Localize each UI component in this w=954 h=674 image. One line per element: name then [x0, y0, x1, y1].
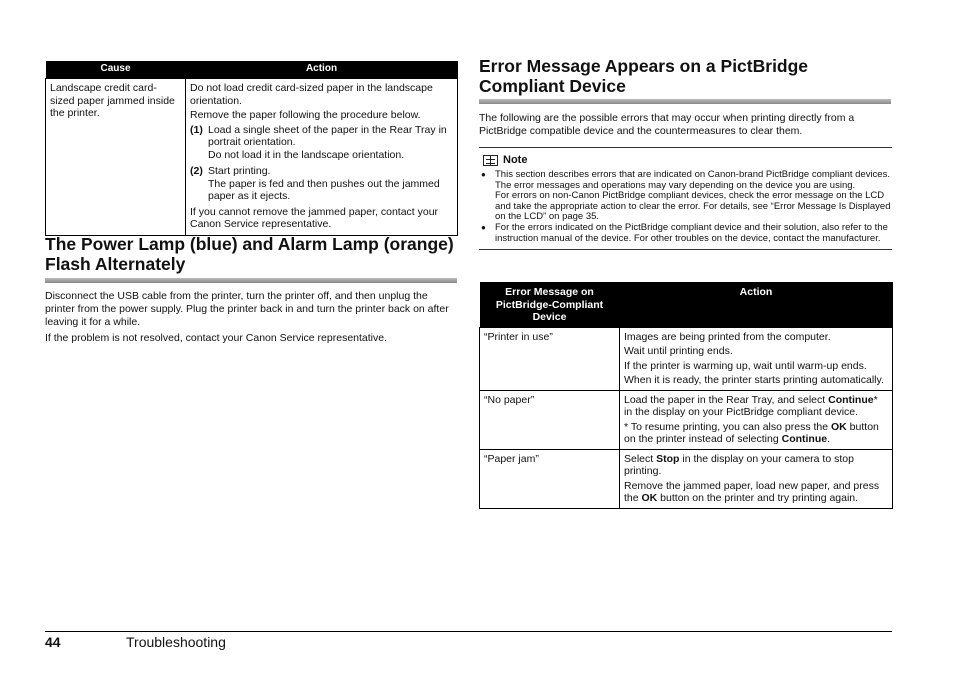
note-text: For errors on non-Canon PictBridge compliant devices, check the error message on the LCD and take the appropriate action to clear the error. For details, see “Error Message Is Displayed on the LCD” on page 35. [495, 190, 891, 223]
error-message-cell: “Printer in use” [480, 327, 620, 390]
step-text: Load a single sheet of the paper in the Rear Tray in portrait orientation. [208, 123, 447, 148]
note-icon [483, 155, 498, 166]
step-number: (1) [190, 123, 203, 136]
action-text: Select Stop in the display on your camera to stop printing. [624, 452, 854, 477]
action-text: Images are being printed from the computer. [624, 330, 831, 343]
error-message-cell: “Paper jam” [480, 449, 620, 508]
heading-rule [479, 99, 891, 104]
table-header-row [46, 61, 458, 79]
action-text: If you cannot remove the jammed paper, contact your Canon Service representative. [190, 205, 439, 230]
table-header-row [480, 282, 893, 327]
error-message-table [479, 282, 893, 509]
step-text: The paper is fed and then pushes out the jammed paper as it ejects. [208, 177, 440, 202]
error-message-cell: “No paper” [480, 390, 620, 449]
action-text: Load the paper in the Rear Tray, and select Continue* in the display on your PictBridge compliant device. [624, 393, 878, 418]
heading-rule [45, 278, 457, 283]
bullet-icon: ● [481, 170, 486, 179]
action-text: Remove the paper following the procedure below. [190, 109, 421, 121]
page-number: 44 [45, 634, 61, 650]
step-2 [190, 165, 453, 203]
section-body [45, 290, 460, 345]
action-text: Wait until printing ends. [624, 345, 733, 357]
table-row [480, 449, 893, 508]
table-row [480, 390, 893, 449]
action-cell [620, 327, 893, 390]
action-text: If the printer is warming up, wait until warm-up ends. [624, 359, 867, 372]
footer-section-name: Troubleshooting [126, 634, 226, 650]
column-header-error-message: Error Message on PictBridge-Compliant Device [480, 282, 620, 327]
step-text: Do not load it in the landscape orientation. [208, 148, 405, 161]
action-text: * To resume printing, you can also press the OK button on the printer instead of selecting Continue. [624, 420, 879, 445]
column-header-cause: Cause [46, 61, 186, 79]
step-1 [190, 124, 453, 162]
cause-action-table [45, 61, 458, 236]
note-text: For the errors indicated on the PictBridge compliant device and their solution, also refer to the instruction manual of the device. For other troubles on the device, contact the manufacturer. [495, 221, 888, 244]
action-cell [186, 79, 458, 236]
footer-rule [45, 631, 892, 632]
section-intro: The following are the possible errors that may occur when printing directly from a PictBridge compatible device and the countermeasures to clear them. [479, 112, 855, 137]
action-text: When it is ready, the printer starts printing automatically. [624, 374, 884, 386]
action-cell [620, 390, 893, 449]
column-header-action: Action [620, 282, 893, 327]
table-row [46, 79, 458, 236]
column-header-action: Action [186, 61, 458, 79]
table-row [480, 327, 893, 390]
cause-cell: Landscape credit card-sized paper jammed inside the printer. [46, 79, 186, 236]
note-header [483, 154, 892, 166]
note-item [479, 223, 892, 244]
section-heading-lamp: The Power Lamp (blue) and Alarm Lamp (orange) Flash Alternately [45, 234, 454, 274]
paragraph: Disconnect the USB cable from the printer, turn the printer off, and then unplug the printer from the power supply. Plug the printer back in and turn the printer back on after leaving it for a while. [45, 290, 449, 328]
step-number: (2) [190, 165, 203, 177]
section-heading-pictbridge: Error Message Appears on a PictBridge Compliant Device [479, 56, 809, 96]
step-text: Start printing. [208, 165, 271, 177]
action-text: Do not load credit card-sized paper in the landscape orientation. [190, 82, 433, 107]
note-text: This section describes errors that are indicated on Canon-brand PictBridge compliant devices. The error messages and operations may vary depending on the device you are using. [495, 169, 890, 191]
paragraph: If the problem is not resolved, contact your Canon Service representative. [45, 332, 388, 344]
action-cell [620, 449, 893, 508]
note-box [479, 147, 892, 250]
note-item [479, 170, 892, 223]
bullet-icon: ● [481, 222, 486, 232]
action-text: Remove the jammed paper, load new paper, and press the OK button on the printer and try printing again. [624, 479, 880, 504]
note-title: Note [503, 154, 528, 166]
